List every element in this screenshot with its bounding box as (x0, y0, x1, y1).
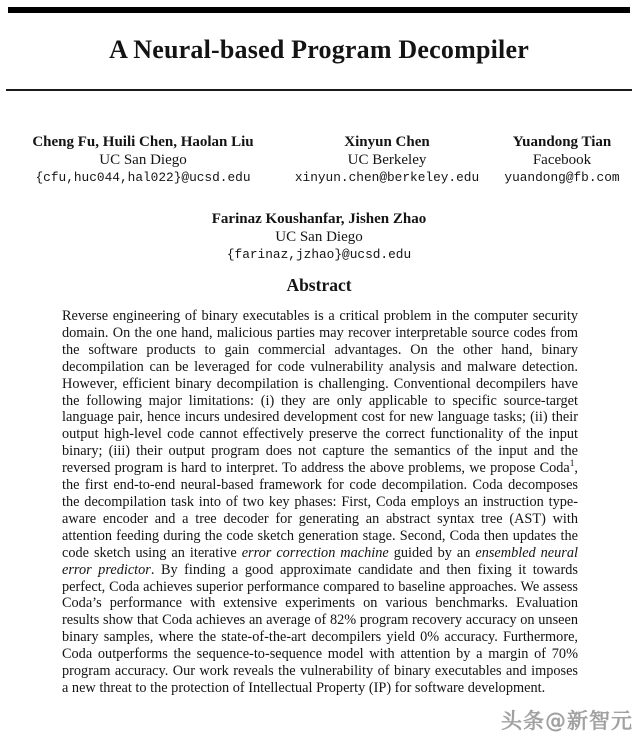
abstract-segment-italic: error correction machine (241, 544, 389, 561)
author-email: xinyun.chen@berkeley.edu (294, 170, 480, 185)
author-names: Farinaz Koushanfar, Jishen Zhao (211, 211, 427, 227)
abstract-heading: Abstract (286, 275, 352, 295)
abstract-segment: Reverse engineering of binary executables is a critical problem in the computer security domain. On the one hand, malicious parties may recover interpretable source codes from the software products to gain commercial advantages. On the other hand, binary decompilation can be leveraged for code vulnerability analysis and malware detection. However, efficient binary decompilation is challenging. Conventional decompilers have the following major limitations: (i) they are only applicable to specific source-target language pair, hence incurs undesired development cost for new language tasks; (ii) their output high-level code cannot effectively preserve the correct functionality of the input binary; (iii) their output program does not capture the semantics of the input and the reversed program is hard to interpret. To address the above problems, we propose Coda (62, 308, 578, 477)
abstract-segment: guided by an (388, 544, 476, 561)
abstract-segment: , the first end-to-end neural-based framework for code decompilation. Coda decomposes the decompilation task into of two key phases: First, Coda employs an instruction type-aware encoder and a tree decoder for generating an abstract syntax tree (AST) with attention feeding during the code sketch generation stage. Second, Coda then updates the code sketch using an iterative (62, 460, 578, 561)
author-affiliation: Facebook (532, 152, 592, 168)
author-block-row2 (0, 210, 638, 264)
author-email: yuandong@fb.com (504, 170, 620, 185)
abstract-segment: . By finding a good approximate candidate and then fixing it towards perfect, Coda achieves superior performance compared to baseline approaches. We assess Coda’s performance with extensive experiments on various benchmarks. Evaluation results show that Coda achieves an average of 82% program recovery accuracy on unseen binary samples, where the state-of-the-art decompilers yield 0% accuracy. Furthermore, Coda outperforms the sequence-to-sequence model with attention by a margin of 70% program accuracy. Our work reveals the vulnerability of binary executables and imposes a new threat to the protection of Intellectual Property (IP) for software development. (62, 561, 578, 696)
author-block-row1 (14, 133, 630, 187)
author-group-ucsd (14, 133, 272, 187)
author-names: Xinyun Chen (344, 134, 430, 150)
author-email: {cfu,huc044,hal022}@ucsd.edu (35, 170, 251, 185)
title-rule-top (8, 7, 630, 13)
abstract-segment-italic: ensembled neural error predictor (62, 544, 578, 578)
author-group-facebook (494, 133, 630, 187)
author-affiliation: UC Berkeley (347, 152, 427, 168)
watermark-toutiao-aiera: 头条@新智元 (501, 709, 633, 733)
paper-title: A Neural-based Program Decompiler (109, 35, 529, 64)
author-group-berkeley (280, 133, 494, 187)
author-names: Yuandong Tian (512, 134, 612, 150)
author-affiliation: UC San Diego (99, 152, 187, 168)
title-rule-bottom (6, 89, 632, 91)
author-affiliation: UC San Diego (275, 229, 363, 245)
author-names: Cheng Fu, Huili Chen, Haolan Liu (32, 134, 254, 150)
abstract-text (62, 308, 578, 697)
author-email: {farinaz,jzhao}@ucsd.edu (226, 247, 412, 262)
footnote-marker: 1 (569, 459, 575, 470)
